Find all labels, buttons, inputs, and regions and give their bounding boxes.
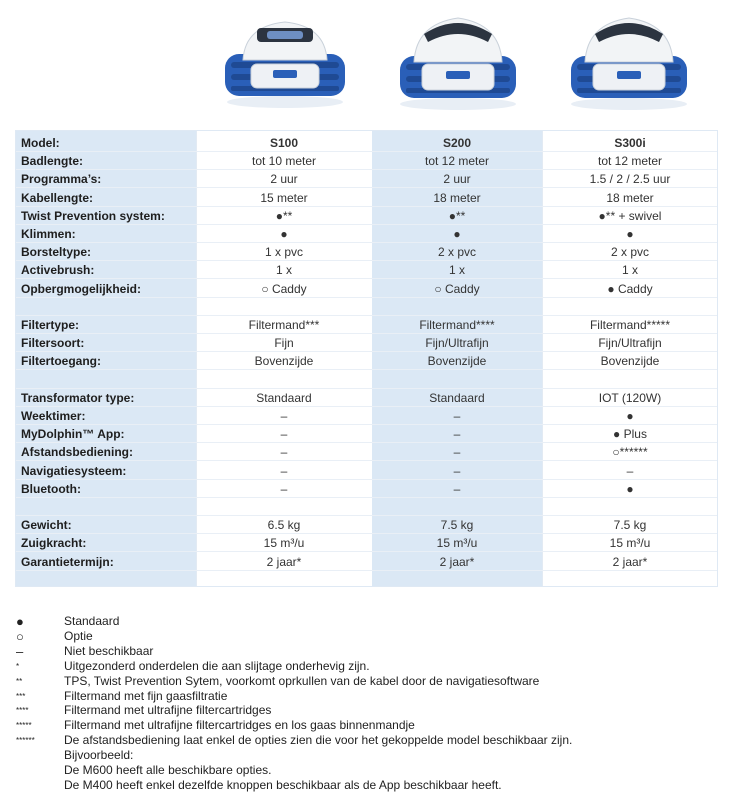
cell-s200: ○ Caddy (434, 281, 480, 296)
cell-s100: Standaard (256, 390, 312, 405)
table-row (16, 553, 717, 571)
row-label: Programma’s: (21, 172, 102, 187)
table-row (16, 534, 717, 552)
row-label: Afstandsbediening: (21, 445, 134, 460)
legend-text: Uitgezonderd onderdelen die aan slijtage onderhevig zijn. (64, 658, 370, 673)
cell-s200: S200 (442, 136, 472, 150)
cell-s100: – (280, 427, 288, 442)
cell-s200: – (453, 481, 461, 496)
cell-s200: Bovenzijde (427, 354, 487, 369)
legend-text: De M400 heeft enkel dezelfde knoppen beschikbaar als de App beschikbaar heeft. (64, 777, 502, 792)
cell-s300i: 1.5 / 2 / 2.5 uur (589, 172, 671, 187)
legend-symbol: – (16, 643, 24, 659)
cell-s300i: ○****** (612, 445, 648, 460)
cell-s300i: ● (626, 227, 634, 241)
legend-text: Niet beschikbaar (64, 643, 154, 658)
legend-text: Filtermand met ultrafijne filtercartridges en los gaas binnenmandje (64, 718, 415, 733)
cell-s100: tot 10 meter (251, 154, 317, 169)
cell-s100: 6.5 kg (267, 518, 301, 533)
cell-s100: 1 x (275, 263, 292, 278)
cell-s100: Bovenzijde (254, 354, 314, 369)
table-row (16, 443, 717, 461)
row-label: Zuigkracht: (21, 536, 87, 551)
legend-symbol: ● (16, 614, 24, 629)
row-label: Filtertype: (21, 318, 80, 332)
table-row (16, 170, 717, 188)
row-label: MyDolphin™ App: (21, 427, 125, 442)
legend-text: De afstandsbediening laat enkel de opties zien die voor het gekoppelde model beschikbaar zijn. (64, 733, 573, 748)
cell-s300i: 2 jaar* (612, 554, 648, 569)
row-label: Weektimer: (21, 409, 86, 423)
cell-s100: – (280, 409, 288, 423)
legend-symbol: ○ (16, 628, 24, 644)
cell-s100: 2 jaar* (266, 554, 302, 569)
cell-s300i: tot 12 meter (597, 154, 663, 169)
cell-s300i: Fijn/Ultrafijn (598, 336, 662, 351)
legend-symbol: ** (16, 676, 23, 686)
table-row (16, 316, 717, 334)
cell-s200: tot 12 meter (424, 154, 490, 169)
cell-s100: 15 meter (260, 190, 308, 205)
table-row (16, 480, 717, 498)
legend-symbol: ***** (16, 721, 32, 731)
row-label: Garantietermijn: (21, 554, 114, 569)
table-row (16, 189, 717, 207)
row-label: Badlengte: (21, 154, 84, 169)
row-label: Filtertoegang: (21, 354, 101, 369)
cell-s200: – (453, 427, 461, 442)
cell-s200: 7.5 kg (440, 518, 474, 533)
table-row (16, 243, 717, 261)
table-row (16, 389, 717, 407)
cell-s300i: ● (626, 481, 634, 496)
cell-s100: – (280, 463, 288, 478)
cell-s200: ●** (448, 208, 466, 223)
product-image-s300i (559, 4, 699, 114)
cell-s200: – (453, 463, 461, 478)
legend-symbol: ****** (16, 736, 35, 746)
cell-s200: Standaard (429, 390, 485, 405)
table-row (16, 498, 717, 516)
row-label: Navigatiesysteem: (21, 463, 127, 478)
cell-s200: 15 m³/u (436, 536, 478, 551)
row-label: Transformator type: (21, 390, 135, 405)
cell-s300i: IOT (120W) (598, 390, 662, 405)
cell-s300i: 2 x pvc (610, 245, 649, 260)
legend-symbol: **** (16, 706, 29, 716)
row-label: Klimmen: (21, 227, 76, 241)
table-row (16, 225, 717, 243)
cell-s200: 1 x (448, 263, 465, 278)
cell-s300i: S300i (614, 136, 646, 150)
table-row (16, 207, 717, 225)
row-label: Filtersoort: (21, 336, 85, 351)
cell-s100: S100 (269, 136, 299, 150)
row-label: Bluetooth: (21, 481, 81, 496)
cell-s200: ● (453, 227, 461, 241)
cell-s200: Filtermand**** (419, 318, 495, 332)
legend-text: Filtermand met fijn gaasfiltratie (64, 688, 228, 703)
cell-s200: Fijn/Ultrafijn (425, 336, 489, 351)
cell-s300i: ● Plus (613, 427, 647, 442)
row-label: Model: (21, 136, 60, 150)
legend-symbol: *** (16, 691, 26, 701)
table-row (16, 462, 717, 480)
cell-s300i: 7.5 kg (613, 518, 647, 533)
cell-s200: 18 meter (433, 190, 481, 205)
legend-text: Standaard (64, 614, 120, 628)
product-image-s200 (388, 4, 528, 114)
legend-text: De M600 heeft alle beschikbare opties. (64, 763, 272, 777)
cell-s300i: ● (626, 409, 634, 423)
legend-text: Filtermand met ultrafijne filtercartridges (64, 703, 272, 718)
row-label: Opbergmogelijkheid: (21, 281, 142, 296)
table-row (16, 334, 717, 352)
cell-s100: ○ Caddy (261, 281, 307, 296)
row-label: Borsteltype: (21, 245, 92, 260)
row-label: Gewicht: (21, 518, 72, 533)
table-row (16, 352, 717, 370)
table-row (16, 371, 717, 389)
cell-s100: 1 x pvc (264, 245, 303, 260)
table-row (16, 516, 717, 534)
cell-s100: – (280, 445, 288, 460)
legend-text: Optie (64, 628, 93, 643)
legend-symbol: * (16, 661, 20, 671)
table-row (16, 298, 717, 316)
cell-s300i: Bovenzijde (600, 354, 660, 369)
cell-s100: ● (280, 227, 288, 241)
cell-s100: Filtermand*** (248, 318, 320, 332)
spec-comparison-table (15, 130, 718, 587)
cell-s200: 2 x pvc (437, 245, 476, 260)
cell-s300i: 15 m³/u (609, 536, 651, 551)
cell-s100: 15 m³/u (263, 536, 305, 551)
table-row (16, 407, 717, 425)
cell-s100: 2 uur (270, 172, 298, 187)
row-label: Activebrush: (21, 263, 95, 278)
cell-s200: 2 jaar* (439, 554, 475, 569)
table-row (16, 425, 717, 443)
cell-s300i: 18 meter (606, 190, 654, 205)
cell-s300i: – (626, 463, 634, 478)
cell-s200: – (453, 409, 461, 423)
cell-s100: – (280, 481, 288, 496)
legend-text: Bijvoorbeeld: (64, 748, 134, 763)
table-header-row (16, 134, 717, 152)
table-row (16, 152, 717, 170)
cell-s200: 2 uur (443, 172, 471, 187)
cell-s100: Fijn (274, 336, 294, 351)
cell-s200: – (453, 445, 461, 460)
row-label: Twist Prevention system: (21, 208, 165, 223)
product-image-s100 (215, 4, 355, 114)
cell-s100: ●** (275, 208, 293, 223)
legend-text: TPS, Twist Prevention Sytem, voorkomt oprkullen van de kabel door de navigatiesoftware (64, 673, 540, 688)
table-row (16, 261, 717, 279)
table-row (16, 280, 717, 298)
cell-s300i: ● Caddy (607, 281, 653, 296)
cell-s300i: 1 x (621, 263, 638, 278)
cell-s300i: ●** + swivel (598, 208, 662, 223)
row-label: Kabellengte: (21, 190, 94, 205)
cell-s300i: Filtermand***** (589, 318, 671, 332)
